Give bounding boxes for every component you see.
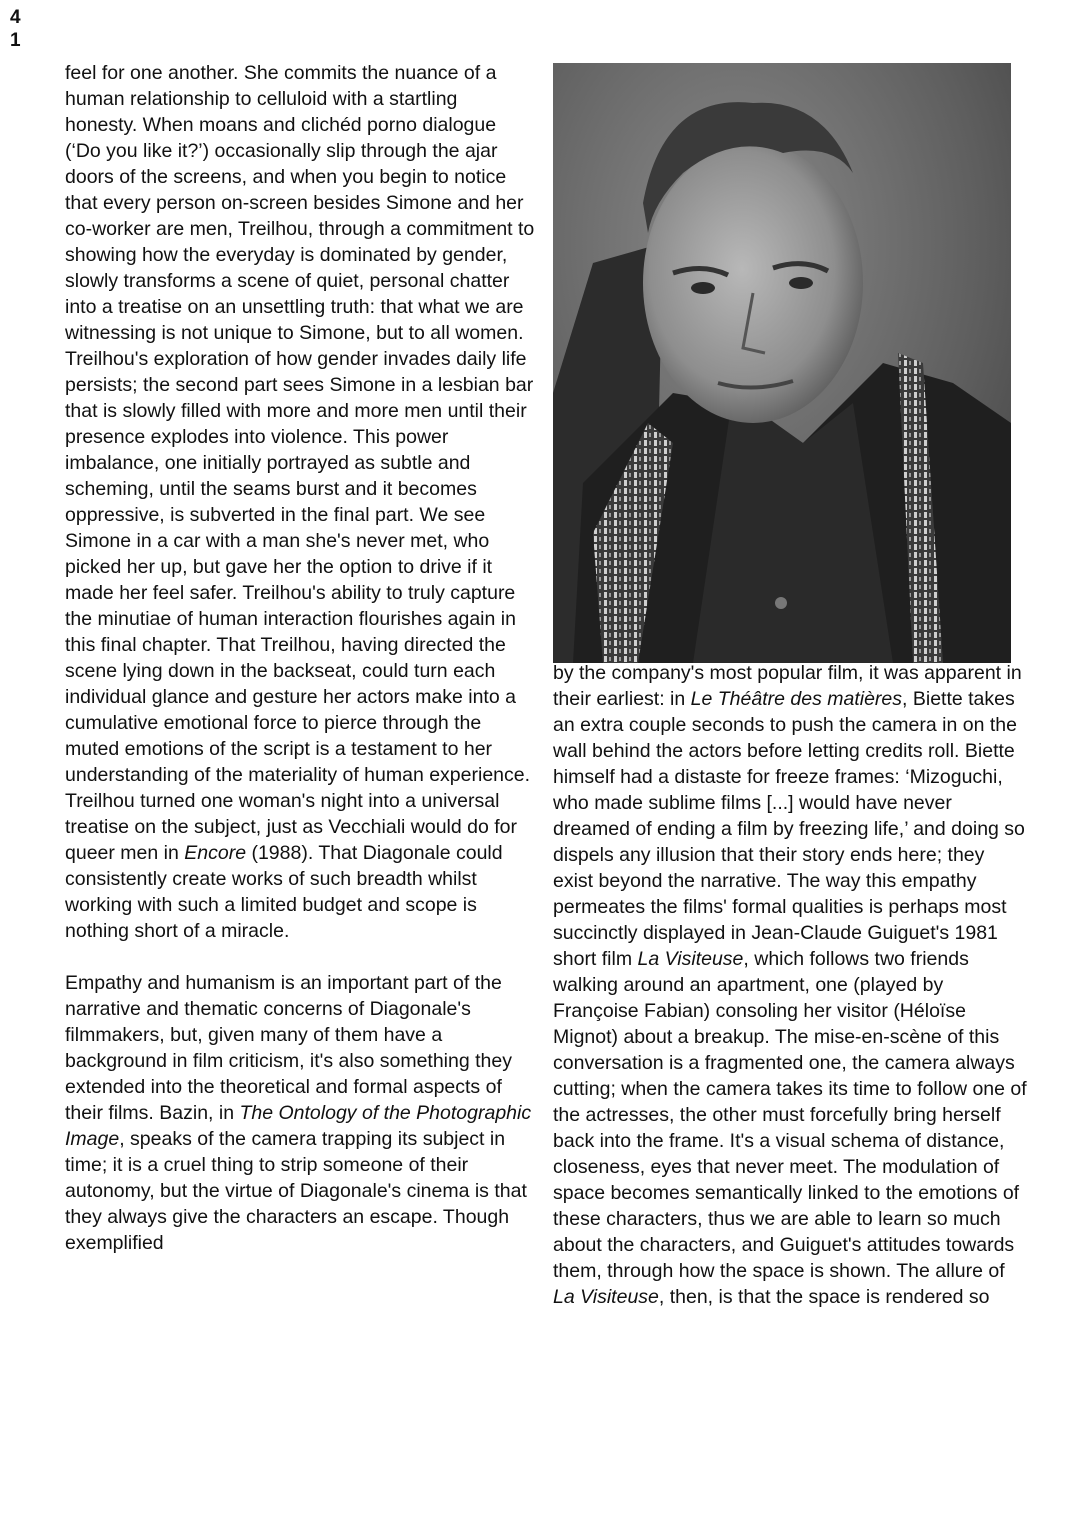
left-paragraph-text: , speaks of the camera trapping its subject in time; it is a cruel thing to strip someone of their autonomy, but the virtue of Diagonale's cinema is that they always give the characters an escape. Though exemplified bbox=[65, 1128, 527, 1254]
left-paragraph-italic-title: The Ontology of the Photographic Image bbox=[65, 1102, 532, 1150]
left-paragraph-italic-title: Encore bbox=[184, 842, 247, 864]
left-paragraph bbox=[65, 60, 535, 944]
right-paragraph-text: , then, is that the space is rendered so bbox=[658, 1286, 990, 1308]
left-paragraph-text: Empathy and humanism is an important part of the narrative and thematic concerns of Diagonale's filmmakers, but, given many of them have a background in film criticism, it's also something they extended into the theoretical and formal aspects of their films. Bazin, in bbox=[65, 972, 512, 1124]
right-paragraph bbox=[553, 660, 1028, 1310]
right-paragraph-text: , Biette takes an extra couple seconds to push the camera in on the wall behind the actors before letting credits roll. Biette himself had a distaste for freeze frames: ‘Mizoguchi, who made sublime films [...] would have never dreamed of ending a film by freezing life,’ and doing so dispels any illusion that their story ends here; they exist beyond the narrative. The way this empathy permeates the films' formal qualities is perhaps most succinctly displayed in Jean-Claude Guiguet's 1981 short film bbox=[553, 688, 1025, 970]
right-paragraph-text: , which follows two friends walking around an apartment, one (played by Françoise Fabian) consoling her visitor (Héloïse Mignot) about a breakup. The mise-en-scène of this conversation is a fragmented one, the camera always cutting; when the camera takes its time to follow one of the actresses, the other must forcefully bring herself back into the frame. It's a visual schema of distance, closeness, eyes that never meet. The modulation of space becomes semantically linked to the emotions of these characters, thus we are able to learn so much about the characters, and Guiguet's attitudes towards them, through how the space is shown. The allure of bbox=[553, 948, 1027, 1282]
portrait-illustration bbox=[553, 63, 1011, 663]
page-number bbox=[10, 6, 30, 52]
right-paragraph-italic-title: Le Théâtre des matières bbox=[690, 688, 903, 710]
left-paragraph bbox=[65, 970, 535, 1256]
left-column bbox=[65, 60, 535, 1256]
left-paragraph-text: (1988). That Diagonale could consistently create works of such breadth whilst working with such a limited budget and scope is nothing short of a miracle. bbox=[65, 842, 503, 942]
page-number-digit: 1 bbox=[10, 30, 21, 51]
right-paragraph-italic-title: La Visiteuse bbox=[637, 948, 744, 970]
right-paragraph-italic-title: La Visiteuse bbox=[553, 1286, 659, 1308]
right-column bbox=[553, 660, 1028, 1310]
left-paragraph-text: feel for one another. She commits the nuance of a human relationship to celluloid with a startling honesty. When moans and clichéd porno dialogue (‘Do you like it?’) occasionally slip through the ajar doors of the screens, and when you begin to notice that every person on-screen besides Simone and her co-worker are men, Treilhou, through a commitment to showing how the everyday is dominated by gender, slowly transforms a scene of quiet, personal chatter into a treatise on an unsettling truth: that what we are witnessing is not unique to Simone, but to all women. Treilhou's exploration of how gender invades daily life persists; the second part sees Simone in a lesbian bar that is slowly filled with more and more men until their presence explodes into violence. This power imbalance, one initially portrayed as subtle and scheming, until the seams burst and it becomes oppressive, is subverted in the final part. We see Simone in a car with a man she's never met, who picked her up, but gave her the option to drive if it made her feel safer. Treilhou's ability to truly capture the minutiae of human interaction flourishes again in this final chapter. That Treilhou, having directed the scene lying down in the backseat, could turn each individual glance and gesture her actors make into a cumulative emotional force to pierce through the muted emotions of the script is a testament to her understanding of the materiality of human experience. Treilhou turned one woman's night into a universal treatise on the subject, just as Vecchiali would do for queer men in bbox=[65, 62, 535, 864]
portrait-photo bbox=[553, 63, 1011, 663]
right-paragraph-text: by the company's most popular film, it was apparent in their earliest: in bbox=[553, 662, 1022, 710]
page-number-digit: 4 bbox=[10, 7, 21, 28]
